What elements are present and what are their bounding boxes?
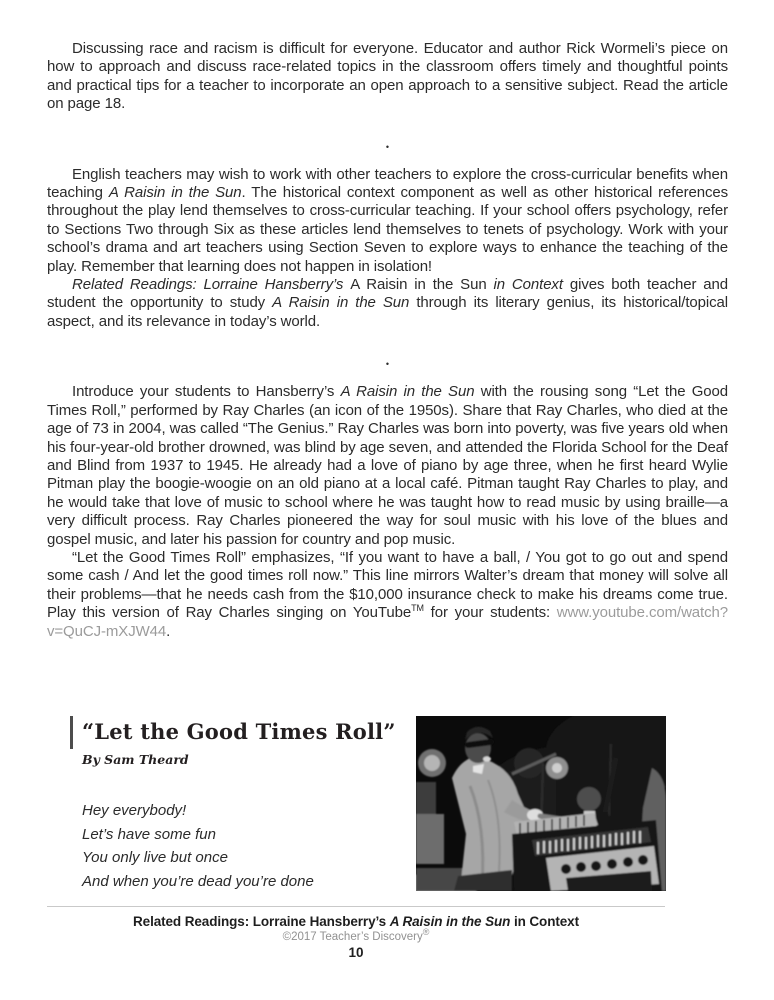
lyric-line: Let’s have some fun [82, 825, 216, 843]
song-byline: By Sam Theard [82, 752, 189, 767]
paragraph-related-readings-overview: Related Readings: Lorraine Hansberry’s A Raisin in the Sun in Context gives both teacher and student the opportunity to study A Raisin in the Sun through its literary genius, its historical/topical aspect, and its relevance in today’s world. [47, 276, 729, 330]
paragraph-race-discussion: Discussing race and racism is difficult for everyone. Educator and author Rick Wormeli’s piece on how to approach and discuss race-related topics in the classroom offers timely and thoughtful points and practical tips for a teacher to incorporate an open approach to a sensitive subject. Read the article on page 18. [47, 40, 728, 113]
lyric-line: You only live but once [82, 849, 228, 866]
paragraph-cross-curricular: English teachers may wish to work with other teachers to explore the cross-curricular benefits when teaching A Raisin in the Sun. The historical context component as well as other historical references throughout the play lend themselves to cross-curricular teaching. If your school offers psychology, refer to Sections Two through Six as these articles lend themselves to tenets of psychology. Work with your school’s drama and art teachers using Section Seven to explore ways to enhance the teaching of the play. Remember that learning does not happen in isolation! [47, 165, 729, 275]
paragraph-song-meaning: “Let the Good Times Roll” emphasizes, “If you want to have a ball, / You got to go out and spend some cash / And let the good times roll now.” This line mirrors Walter’s dream that money will solve all their problems—that he needs cash from the $10,000 insurance check to make his dreams come true. Play this version of Ray Charles singing on YouTube™ for your students: www.youtube.com/watch?v=QuCJ-mXJW44. [47, 548, 728, 640]
lyric-line: Hey everybody! [82, 802, 187, 819]
body-text-column [47, 40, 728, 641]
section-separator-dot: • [385, 141, 390, 152]
song-feature-section [70, 716, 666, 893]
youtube-url-link[interactable]: www.youtube.com/watch?v=QuCJ-mXJW44 [47, 604, 728, 640]
ray-charles-photo [416, 716, 666, 891]
song-text-column [70, 716, 400, 893]
song-title: “Let the Good Times Roll” [70, 716, 400, 749]
page-footer [47, 906, 665, 960]
paragraph-ray-charles-bio: Introduce your students to Hansberry’s A Raisin in the Sun with the rousing song “Let the Good Times Roll,” performed by Ray Charles (an icon of the 1950s). Share that Ray Charles, who died at the age of 73 in 2004, was called “The Genius.” Ray Charles was born into poverty, was five years old when his four-year-old brother drowned, was blind by age seven, and attended the Florida School for the Deaf and Blind from 1937 to 1945. He already had a love of piano by age three, when he first heard Wylie Pitman play the boogie-woogie on an old piano at a local café. Pitman taught Ray Charles to play, and he would take that love of music to school where he was taught how to read music by using braille—a very difficult process. Ray Charles pioneered the way for soul music with his love of the blues and gospel music, and later his passion for country and pop music. [47, 383, 728, 548]
song-lyrics [82, 799, 400, 893]
lyric-line: And when you’re dead you’re done [82, 872, 314, 890]
ray-charles-photo-illustration [416, 716, 666, 891]
footer-book-title: Related Readings: Lorraine Hansberry’s A Raisin in the Sun in Context [133, 914, 579, 929]
page-number: 10 [348, 945, 364, 960]
section-separator-dot: • [385, 359, 390, 370]
footer-copyright: ©2017 Teacher’s Discovery® [282, 927, 430, 943]
footer-divider [47, 906, 665, 907]
